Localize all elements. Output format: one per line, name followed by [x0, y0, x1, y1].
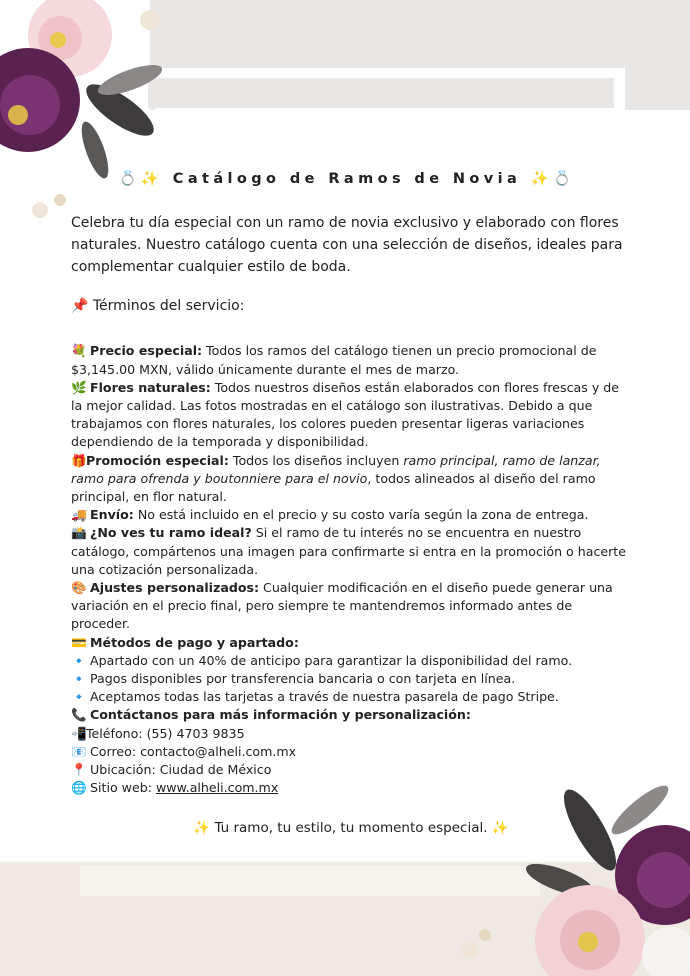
- term-flores: [71, 379, 631, 452]
- top-inner-band: [148, 78, 614, 108]
- term-precio-text: Todos los ramos del catálogo tienen un precio promocional de $3,145.00 MXN, válido únicamente durante el mes de marzo.: [71, 343, 597, 377]
- blue-diamond-icon: 🔹: [71, 689, 87, 705]
- intro-paragraph: Celebra tu día especial con un ramo de novia exclusivo y elaborado con flores naturales. Nuestro catálogo cuenta con una selección de diseños, ideales para complementar cualquier estilo de boda.: [71, 215, 623, 276]
- term-promo-label: Promoción especial:: [86, 452, 229, 468]
- term-ajustes: [71, 579, 631, 634]
- page-title: 💍✨ Catálogo de Ramos de Novia ✨💍: [118, 171, 576, 187]
- term-ajustes-label: Ajustes personalizados:: [90, 580, 260, 596]
- pin-icon: 📍: [71, 762, 87, 778]
- email-icon: 📧: [71, 743, 87, 759]
- term-flores-text: Todos nuestros diseños están elaborados con flores frescas y de la mejor calidad. Las fotos mostradas en el catálogo son ilustrativas. Debido a que trabajamos con flores naturales, los colores pueden presentar ligeras variaciones dependiendo de la temporada y disponibilidad.: [71, 379, 620, 450]
- term-precio-label: Precio especial:: [90, 343, 203, 359]
- globe-icon: 🌐: [71, 780, 87, 796]
- blue-diamond-icon: 🔹: [71, 652, 87, 668]
- term-ajustes-text: Cualquier modificación en el diseño puede generar una variación en el precio final, pero siempre te mantendremos informado antes de proceder.: [71, 580, 613, 632]
- herb-icon: 🌿: [71, 379, 87, 395]
- contact-heading-label: Contáctanos para más información y personalización:: [90, 707, 471, 723]
- contact-web: [71, 779, 631, 797]
- term-promo-text-a: Todos los diseños incluyen: [228, 452, 404, 468]
- term-promo-italic: ramo principal, ramo de lanzar, ramo para ofrenda y boutonniere para el novio: [71, 452, 601, 486]
- contact-web-label: Sitio web:: [90, 780, 156, 796]
- contact-phone: [71, 725, 631, 743]
- term-envio: [71, 506, 631, 524]
- term-promo: [71, 452, 631, 507]
- term-promo-text-b: , todos alineados al diseño del ramo principal, en flor natural.: [71, 470, 596, 505]
- terms-heading: 📌 Términos del servicio:: [71, 298, 245, 315]
- catalog-content: [71, 170, 631, 838]
- website-link[interactable]: www.alheli.com.mx: [155, 780, 279, 796]
- phone-icon: 📞: [71, 707, 87, 723]
- payment-line-3: [71, 688, 631, 706]
- palette-icon: 🎨: [71, 580, 87, 596]
- closing-tagline: ✨ Tu ramo, tu estilo, tu momento especial. ✨: [193, 820, 509, 837]
- gift-icon: 🎁: [71, 452, 87, 468]
- term-ideal-label: ¿No ves tu ramo ideal?: [90, 525, 252, 541]
- term-envio-label: Envío:: [90, 507, 134, 523]
- term-ideal: [71, 524, 631, 579]
- payment-line-1: [71, 652, 631, 670]
- payment-heading-label: Métodos de pago y apartado:: [90, 634, 299, 650]
- term-ideal-text: Si el ramo de tu interés no se encuentra en nuestro catálogo, compártenos una imagen para confirmarte si entra en la promoción o hacerte una cotización personalizada.: [71, 525, 626, 577]
- payment-line-1-text: Apartado con un 40% de anticipo para garantizar la disponibilidad del ramo.: [90, 652, 573, 668]
- contact-phone-text: Teléfono: (55) 4703 9835: [86, 725, 245, 741]
- credit-card-icon: 💳: [71, 634, 87, 650]
- term-flores-label: Flores naturales:: [90, 379, 211, 395]
- contact-location-text: Ubicación: Ciudad de México: [90, 762, 272, 778]
- contact-location: [71, 761, 631, 779]
- contact-mail-text: Correo: contacto@alheli.com.mx: [90, 743, 297, 759]
- bouquet-icon: 💐: [71, 343, 87, 359]
- truck-icon: 🚚: [71, 507, 87, 523]
- payment-line-2-text: Pagos disponibles por transferencia bancaria o con tarjeta en línea.: [90, 671, 516, 687]
- term-precio: [71, 342, 631, 378]
- payment-line-2: [71, 670, 631, 688]
- mobile-icon: 📲: [71, 725, 87, 741]
- camera-icon: 📸: [71, 525, 87, 541]
- payment-line-3-text: Aceptamos todas las tarjetas a través de nuestra pasarela de pago Stripe.: [90, 689, 559, 705]
- contact-heading: [71, 706, 631, 724]
- contact-mail: [71, 743, 631, 761]
- term-envio-text: No está incluido en el precio y su costo varía según la zona de entrega.: [133, 507, 589, 523]
- payment-heading: [71, 634, 631, 652]
- blue-diamond-icon: 🔹: [71, 671, 87, 687]
